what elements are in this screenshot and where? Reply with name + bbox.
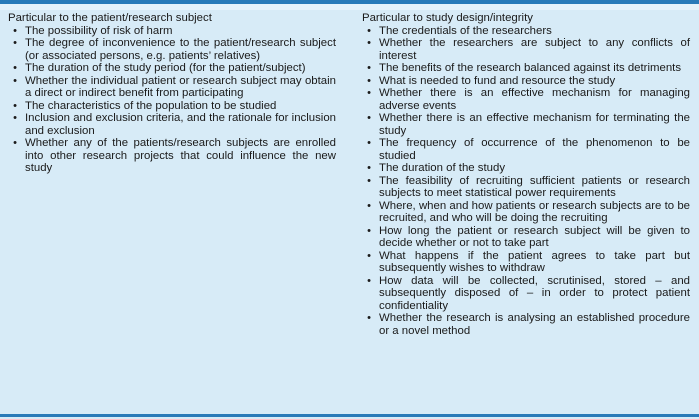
list-item-text: Whether any of the patients/research subjects are enrolled into other research projects that could influence the new study: [25, 137, 336, 174]
list-item-text: How data will be collected, scrutinised, stored – and subsequently disposed of – in order to protect patient confidentiality: [379, 274, 690, 312]
list-item: [8, 75, 336, 100]
list-item: [362, 175, 690, 200]
list-item: [362, 137, 690, 162]
list-item: [362, 200, 690, 225]
bullet-icon: •: [13, 37, 17, 49]
bullet-icon: •: [367, 274, 371, 287]
list-item: [362, 275, 690, 313]
list-item-text: Whether the individual patient or research subject may obtain a direct or indirect benefit from participating: [25, 74, 336, 99]
list-item-text: Where, when and how patients or research subjects are to be recruited, and who will be doing the recruiting: [379, 199, 690, 224]
list-item-text: Whether there is an effective mechanism for terminating the study: [379, 112, 690, 137]
table-bottom-rule: [0, 414, 699, 417]
bullet-icon: •: [367, 62, 371, 74]
bullet-icon: •: [367, 174, 371, 187]
list-item-text: The frequency of occurrence of the phenomenon to be studied: [379, 137, 690, 162]
list-item-text: The degree of inconvenience to the patient/research subject (or associated persons, e.g. patients’ relatives): [25, 37, 336, 62]
bullet-icon: •: [13, 137, 17, 149]
list-item-text: The feasibility of recruiting sufficient patients or research subjects to meet statistical power requirements: [379, 174, 690, 199]
list-item-text: What is needed to fund and resource the study: [379, 74, 616, 87]
list-item-text: Whether the research is analysing an established procedure or a novel method: [379, 312, 690, 337]
bullet-icon: •: [367, 249, 371, 262]
bullet-icon: •: [13, 99, 17, 112]
study-design-column: [362, 12, 690, 337]
bullet-icon: •: [13, 112, 17, 124]
list-item: [362, 225, 690, 250]
patient-column-heading: Particular to the patient/research subject: [8, 12, 212, 24]
list-item-text: Whether there is an effective mechanism for managing adverse events: [379, 87, 690, 112]
study-design-column-heading: Particular to study design/integrity: [362, 12, 533, 24]
list-item: [8, 62, 336, 75]
list-item-text: Inclusion and exclusion criteria, and the rationale for inclusion and exclusion: [25, 112, 336, 137]
list-item: [362, 25, 690, 38]
list-item: [362, 87, 690, 112]
list-item: [8, 37, 336, 62]
list-item-text: The characteristics of the population to be studied: [25, 99, 277, 112]
list-item-text: The possibility of risk of harm: [25, 24, 173, 37]
list-item-text: Whether the researchers are subject to any conflicts of interest: [379, 37, 690, 62]
bullet-icon: •: [13, 62, 17, 74]
bullet-icon: •: [367, 37, 371, 49]
list-item-text: The duration of the study period (for the patient/subject): [25, 62, 306, 74]
list-item: [362, 37, 690, 62]
list-item: [362, 250, 690, 275]
list-item-text: The credentials of the researchers: [379, 24, 552, 37]
bullet-icon: •: [367, 112, 371, 124]
bullet-icon: •: [13, 74, 17, 87]
list-item: [362, 112, 690, 137]
bullet-icon: •: [367, 162, 371, 174]
bullet-icon: •: [367, 137, 371, 149]
table-header-band: [0, 4, 699, 10]
list-item: [8, 100, 336, 113]
list-item-text: What happens if the patient agrees to take part but subsequently wishes to withdraw: [379, 249, 690, 274]
list-item: [362, 75, 690, 88]
study-design-criteria-list: [362, 25, 690, 338]
list-item: [362, 312, 690, 337]
list-item: [8, 25, 336, 38]
bullet-icon: •: [367, 199, 371, 212]
patient-criteria-list: [8, 25, 336, 175]
bullet-icon: •: [367, 24, 371, 37]
bullet-icon: •: [367, 224, 371, 237]
bullet-icon: •: [13, 24, 17, 37]
bullet-icon: •: [367, 87, 371, 99]
list-item: [8, 112, 336, 137]
list-item: [362, 162, 690, 175]
list-item: [362, 62, 690, 75]
bullet-icon: •: [367, 312, 371, 324]
list-item-text: The duration of the study: [379, 162, 506, 174]
bullet-icon: •: [367, 74, 371, 87]
patient-column: [8, 12, 336, 175]
list-item: [8, 137, 336, 175]
list-item-text: The benefits of the research balanced against its detriments: [379, 62, 682, 74]
list-item-text: How long the patient or research subject will be given to decide whether or not to take part: [379, 224, 690, 249]
